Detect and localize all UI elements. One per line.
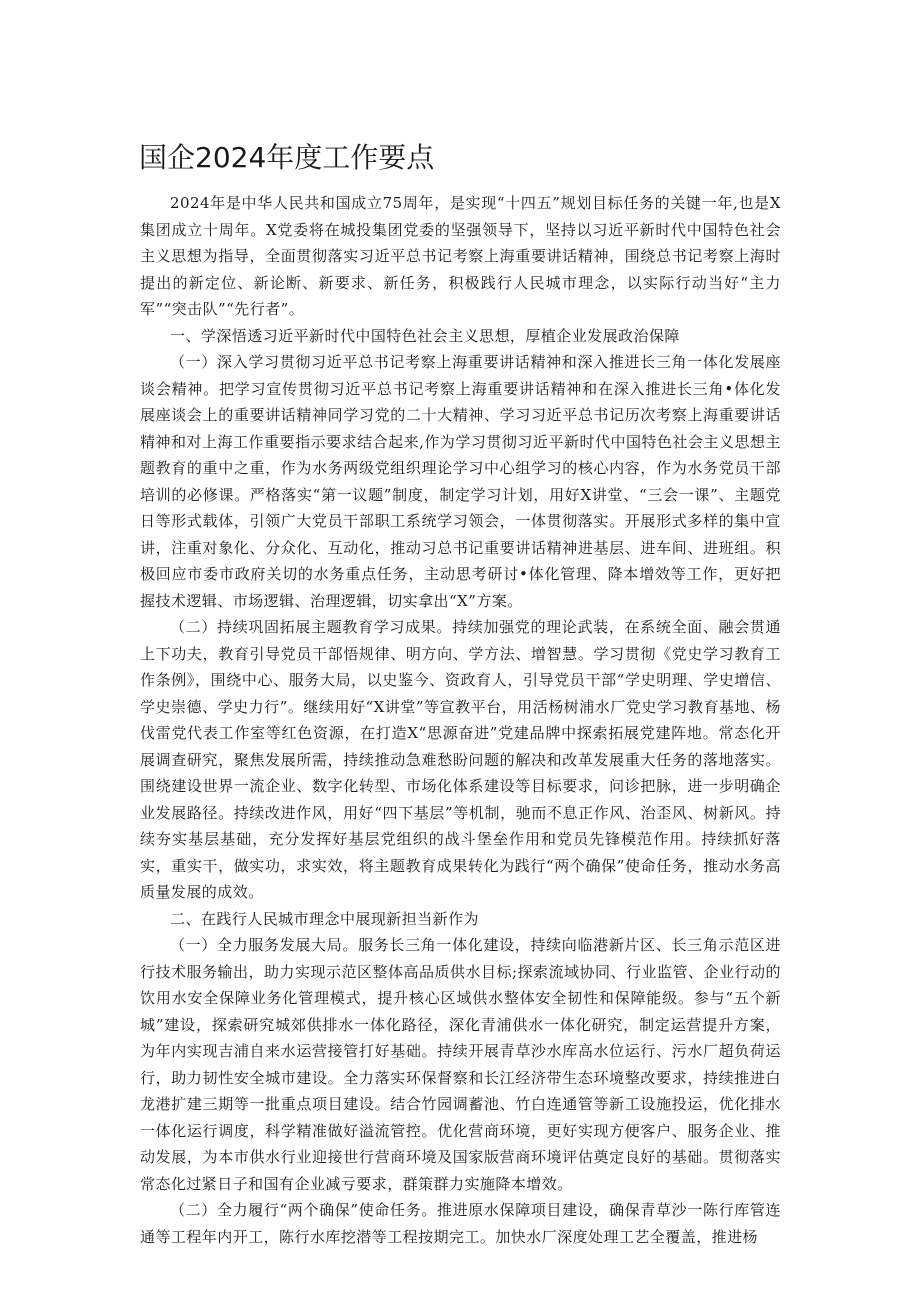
section-2-item-1: （一）全力服务发展大局。服务长三角一体化建设，持续向临港新片区、长三角示范区进行技术服务输出，助力实现示范区整体高品质供水目标;探索流域协同、行业监管、企业行动的饮用水安全保障业务化管理模式，提升核心区域供水整体安全韧性和保障能级。参与“五个新城”建设，探索研究城郊供排水一体化路径，深化青浦供水一体化研究，制定运营提升方案，为年内实现吉浦自来水运营接管打好基础。持续开展青草沙水库高水位运行、污水厂超负荷运行，助力韧性安全城市建设。全力落实环保督察和长江经济带生态环境整改要求，持续推进白龙港扩建三期等一批重点项目建设。结合竹园调蓄池、竹白连通管等新工设施投运，优化排水一体化运行调度，科学精准做好溢流管控。优化营商环境，更好实现方便客户、服务企业、推动发展，为本市供水行业迎接世行营商环境及国家版营商环境评估奠定良好的基础。贯彻落实常态化过紧日子和国有企业减亏要求，群策群力实施降本增效。 — [140, 936, 781, 1193]
section-1-item-1: （一）深入学习贯彻习近平总书记考察上海重要讲话精神和深入推进长三角一体化发展座谈会精神。把学习宣传贯彻习近平总书记考察上海重要讲话精神和在深入推进长三角•体化发展座谈会上的重要讲话精神同学习党的二十大精神、学习习近平总书记历次考察上海重要讲话精神和对上海工作重要指示要求结合起来,作为学习贯彻习近平新时代中国特色社会主义思想主题教育的重中之重，作为水务两级党组织理论学习中心组学习的核心内容，作为水务党员干部培训的必修课。严格落实“第一议题”制度，制定学习计划，用好X讲堂、“三会一课”、主题党日等形式载体，引领广大党员干部职工系统学习领会，一体贯彻落实。开展形式多样的集中宣讲，注重对象化、分众化、互动化，推动习总书记重要讲话精神进基层、进车间、进班组。积极回应市委市政府关切的水务重点任务，主动思考研讨•体化管理、降本增效等工作，更好把握技术逻辑、市场逻辑、治理逻辑，切实拿出“X”方案。 — [140, 353, 781, 610]
intro-paragraph: 2024年是中华人民共和国成立75周年，是实现“十四五”规划目标任务的关键一年,也是X集团成立十周年。X党委将在城投集团党委的坚强领导下，坚持以习近平新时代中国特色社会主义思想为指导，全面贯彻落实习近平总书记考察上海重要讲话精神，围绕总书记考察上海时提出的新定位、新论断、新要求、新任务，积极践行人民城市理念，以实际行动当好“主力军”“突击队”“先行者”。 — [140, 194, 781, 318]
section-2-item-2: （二）全力履行“两个确保”使命任务。推进原水保障项目建设，确保青草沙一陈行库管连通等工程年内开工，陈行水库挖潜等工程按期完工。加快水厂深度处理工艺全覆盖，推进杨 — [140, 1201, 781, 1246]
section-1-heading: 一、学深悟透习近平新时代中国特色社会主义思想，厚植企业发展政治保障 — [170, 326, 680, 345]
document-title: 国企2024年度工作要点 — [139, 141, 435, 174]
section-1-item-2: （二）持续巩固拓展主题教育学习成果。持续加强党的理论武装，在系统全面、融会贯通上下功夫，教育引导党员干部悟规律、明方向、学方法、增智慧。学习贯彻《党史学习教育工作条例》，围绕中心、服务大局，以史鉴今、资政育人，引导党员干部“学史明理、学史增信、学史崇德、学史力行”。继续用好“X讲堂”等宣教平台，用活杨树浦水厂党史学习教育基地、杨伐雷党代表工作室等红色资源，在打造X“思源奋进”党建品牌中探索拓展党建阵地。常态化开展调查研究，聚焦发展所需，持续推动急难愁盼问题的解决和改革发展重大任务的落地落实。围绕建设世界一流企业、数字化转型、市场化体系建设等目标要求，问诊把脉，进一步明确企业发展路径。持续改进作风，用好“四下基层”等机制，驰而不息正作风、治歪风、树新风。持续夯实基层基础，充分发挥好基层党组织的战斗堡垒作用和党员先锋模范作用。持续抓好落实，重实干，做实功，求实效，将主题教育成果转化为践行“两个确保”使命任务，推动水务高质量发展的成效。 — [140, 618, 781, 901]
section-2-heading: 二、在践行人民城市理念中展现新担当新作为 — [170, 909, 480, 928]
document-body — [140, 190, 781, 1250]
